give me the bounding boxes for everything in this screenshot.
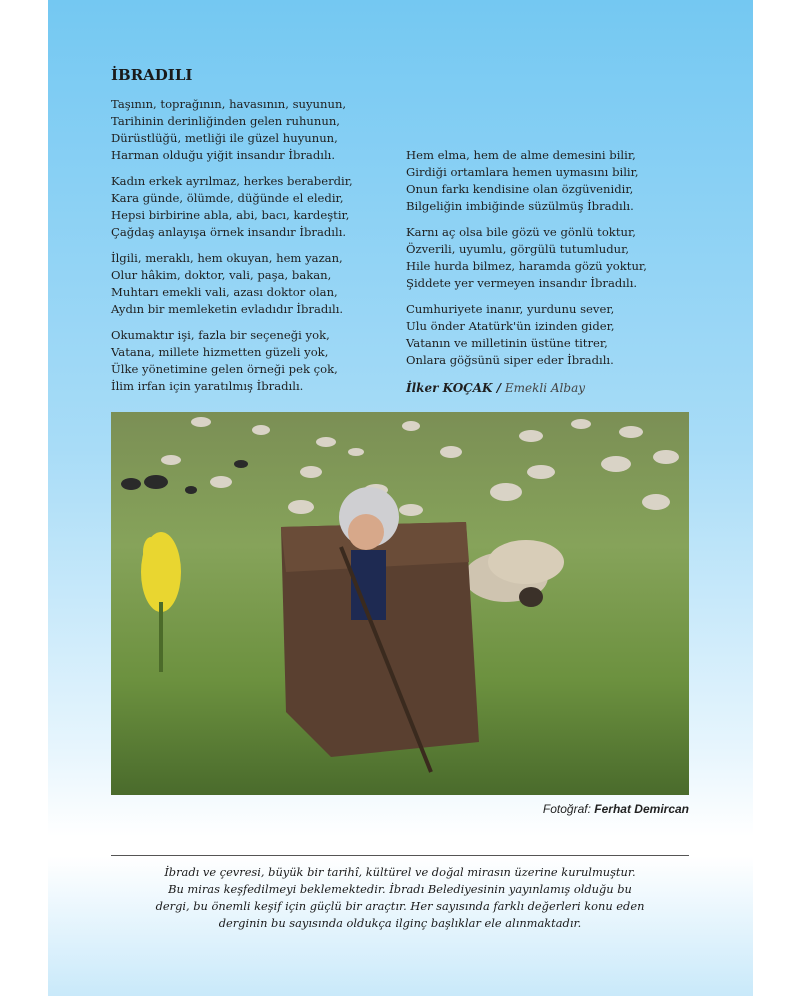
poem-line: Ulu önder Atatürk'ün izinden gider, [406, 319, 615, 333]
poem-line: Muhtarı emekli vali, azası doktor olan, [111, 285, 338, 299]
poem-right-column [406, 147, 696, 378]
stanza [406, 301, 696, 369]
poem-line: Kadın erkek ayrılmaz, herkes beraberdir, [111, 174, 353, 188]
poem-line: Aydın bir memleketin evladıdır İbradılı. [111, 302, 344, 316]
photo-credit-name: Ferhat Demircan [594, 802, 689, 816]
author-title: Emekli Albay [504, 381, 585, 395]
poem-line: İlgili, meraklı, hem okuyan, hem yazan, [111, 251, 343, 265]
poem-line: Özverili, uyumlu, görgülü tutumludur, [406, 242, 630, 256]
poem-line: Onun farkı kendisine olan özgüvenidir, [406, 182, 634, 196]
stanza [111, 96, 401, 164]
poem-line: Çağdaş anlayışa örnek insandır İbradılı. [111, 225, 347, 239]
magazine-caption [111, 864, 689, 932]
poem-line: Dürüstlüğü, metliği ile güzel huyunun, [111, 131, 338, 145]
poem-line: Hem elma, hem de alme demesini bilir, [406, 148, 636, 162]
caption-line: dergi, bu önemli keşif için güçlü bir araçtır. Her sayısında farklı değerleri konu eden [155, 899, 645, 913]
poem-line: Onlara göğsünü siper eder İbradılı. [406, 353, 614, 367]
poem-line: Şiddete yer vermeyen insandır İbradılı. [406, 276, 638, 290]
poem-title: İBRADILI [111, 66, 193, 84]
poem-line: Girdiği ortamlara hemen uymasını bilir, [406, 165, 639, 179]
poem-line: Karnı aç olsa bile gözü ve gönlü toktur, [406, 225, 636, 239]
poem-line: Ülke yönetimine gelen örneği pek çok, [111, 362, 338, 376]
photo-credit-label: Fotoğraf: [542, 802, 591, 816]
poem-line: Hile hurda bilmez, haramda gözü yoktur, [406, 259, 647, 273]
poem-line: Vatanın ve milletinin üstüne titrer, [406, 336, 608, 350]
poem-line: İlim irfan için yaratılmış İbradılı. [111, 379, 304, 393]
stanza [111, 173, 401, 241]
poem-left-column [111, 96, 401, 404]
poem-signature [406, 381, 585, 395]
stanza [406, 147, 696, 215]
photo-illustration [111, 412, 689, 795]
caption-line: Bu miras keşfedilmeyi beklemektedir. İbradı Belediyesinin yayınlamış olduğu bu [168, 882, 632, 896]
poem-line: Harman olduğu yiğit insandır İbradılı. [111, 148, 336, 162]
photo-credit [543, 802, 689, 816]
poem-line: Bilgeliğin imbiğinde süzülmüş İbradılı. [406, 199, 634, 213]
poem-line: Hepsi birbirine abla, abi, bacı, kardeştir, [111, 208, 350, 222]
poem-line: Okumaktır işi, fazla bir seçeneği yok, [111, 328, 330, 342]
poem-line: Taşının, toprağının, havasının, suyunun, [111, 97, 347, 111]
shepherd-girl-photo [111, 412, 689, 795]
poem-line: Cumhuriyete inanır, yurdunu sever, [406, 302, 615, 316]
divider [111, 855, 689, 856]
poem-line: Tarihinin derinliğinden gelen ruhunun, [111, 114, 340, 128]
poem-line: Olur hâkim, doktor, vali, paşa, bakan, [111, 268, 332, 282]
stanza [111, 250, 401, 318]
poem-line: Vatana, millete hizmetten güzeli yok, [111, 345, 329, 359]
poem-line: Kara günde, ölümde, düğünde el eledir, [111, 191, 344, 205]
caption-line: İbradı ve çevresi, büyük bir tarihî, kültürel ve doğal mirasın üzerine kurulmuştur. [164, 865, 636, 879]
caption-line: derginin bu sayısında oldukça ilginç başlıklar ele alınmaktadır. [218, 916, 582, 930]
author-name: İlker KOÇAK / [406, 381, 502, 395]
stanza [111, 327, 401, 395]
stanza [406, 224, 696, 292]
